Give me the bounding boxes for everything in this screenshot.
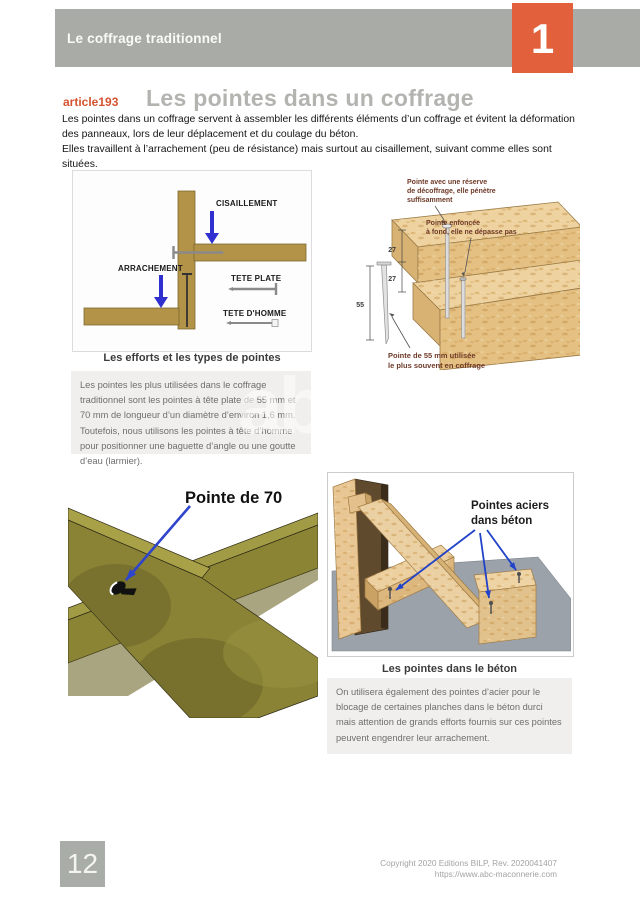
copyright-line: Copyright 2020 Editions BILP, Rev. 2020041407 [380, 858, 557, 868]
figure-pointe70 [68, 468, 318, 718]
page-number: 12 [60, 841, 105, 887]
watermark: ab [238, 361, 324, 450]
website-url[interactable]: https://www.abc-maconnerie.com [434, 869, 557, 879]
pointe70-label: Pointe de 70 [185, 489, 283, 507]
figure-reserve-illustration [330, 170, 580, 370]
figure-efforts-diagram [73, 171, 311, 349]
chapter-title: Le coffrage traditionnel [67, 31, 222, 46]
footer-copyright [257, 858, 557, 880]
annotation-flush-line1: Pointe enfoncée [426, 220, 481, 227]
annotation-reserve-line2: de décoffrage, elle pénètre [407, 188, 496, 195]
label-cisaillement: CISAILLEMENT [216, 199, 278, 208]
intro-text [62, 112, 590, 172]
figure-efforts-description: Les pointes les plus utilisées dans le coffrage traditionnel sont les pointes à tête plate de 55 mm et 70 mm de longueur d’un diamètre d’environ 1,6 mm. Toutefois, nous utilisons les pointes à tête d’homme pour positionner une baguette d’angle ou une goutte d’eau (larmier). [71, 371, 311, 454]
figure-beton-caption: Les pointes dans le béton [381, 663, 518, 675]
figure-efforts-caption: Les efforts et les types de pointes [103, 352, 281, 364]
figure-beton-description: On utilisera également des pointes d’acier pour le blocage de certaines planches dans le béton durci mais attention de grands efforts fournis sur ces pointes peuvent engendrer leur arrachement. [327, 678, 572, 754]
intro-paragraph-1: Les pointes dans un coffrage servent à assembler les différents éléments d’un coffrage et évitent la déformation des panneaux, lors de leur déplacement et du coulage du béton. [62, 114, 575, 140]
cisaillement-arrow-icon [205, 211, 219, 244]
beton-label-line1: Pointes aciers [471, 500, 549, 512]
label-tete-homme: TETE D'HOMME [223, 309, 287, 318]
tete-plate-nail-icon [228, 283, 276, 295]
nail-55mm-icon [377, 262, 391, 344]
dim-27-top: 27 [388, 247, 396, 254]
beton-label-line2: dans béton [471, 515, 533, 527]
figure-beton-panel [327, 472, 574, 657]
annotation-reserve-line3: suffisamment [407, 197, 453, 204]
label-arrachement: ARRACHEMENT [118, 264, 183, 273]
page-title: Les pointes dans un coffrage [146, 85, 474, 111]
dimension-55-bracket [366, 266, 374, 340]
arrachement-arrow-icon [154, 275, 168, 308]
figure-reserve [330, 170, 580, 370]
annotation-reserve-line1: Pointe avec une réserve [407, 179, 488, 186]
figure-pointe70-illustration [68, 468, 318, 718]
dim-27-mid: 27 [388, 276, 396, 283]
figure-reserve-caption-line2: le plus souvent en coffrage [388, 361, 486, 370]
caption-arrow [389, 313, 410, 348]
article-number: article193 [63, 95, 119, 109]
right-block [474, 569, 536, 644]
label-tete-plate: TETE PLATE [231, 274, 282, 283]
figure-beton-illustration [328, 473, 571, 654]
annotation-flush-line2: à fond, elle ne dépasse pas [426, 229, 517, 236]
dim-55: 55 [356, 302, 364, 309]
intro-paragraph-2: Elles travaillent à l’arrachement (peu de résistance) mais surtout au cisaillement, suivant comme elles sont situées. [62, 144, 552, 170]
figure-efforts-panel [72, 170, 312, 352]
chapter-number-box: 1 [512, 3, 573, 73]
figure-reserve-caption-line1: Pointe de 55 mm utilisée [388, 351, 476, 360]
tete-homme-nail-icon [226, 320, 278, 327]
